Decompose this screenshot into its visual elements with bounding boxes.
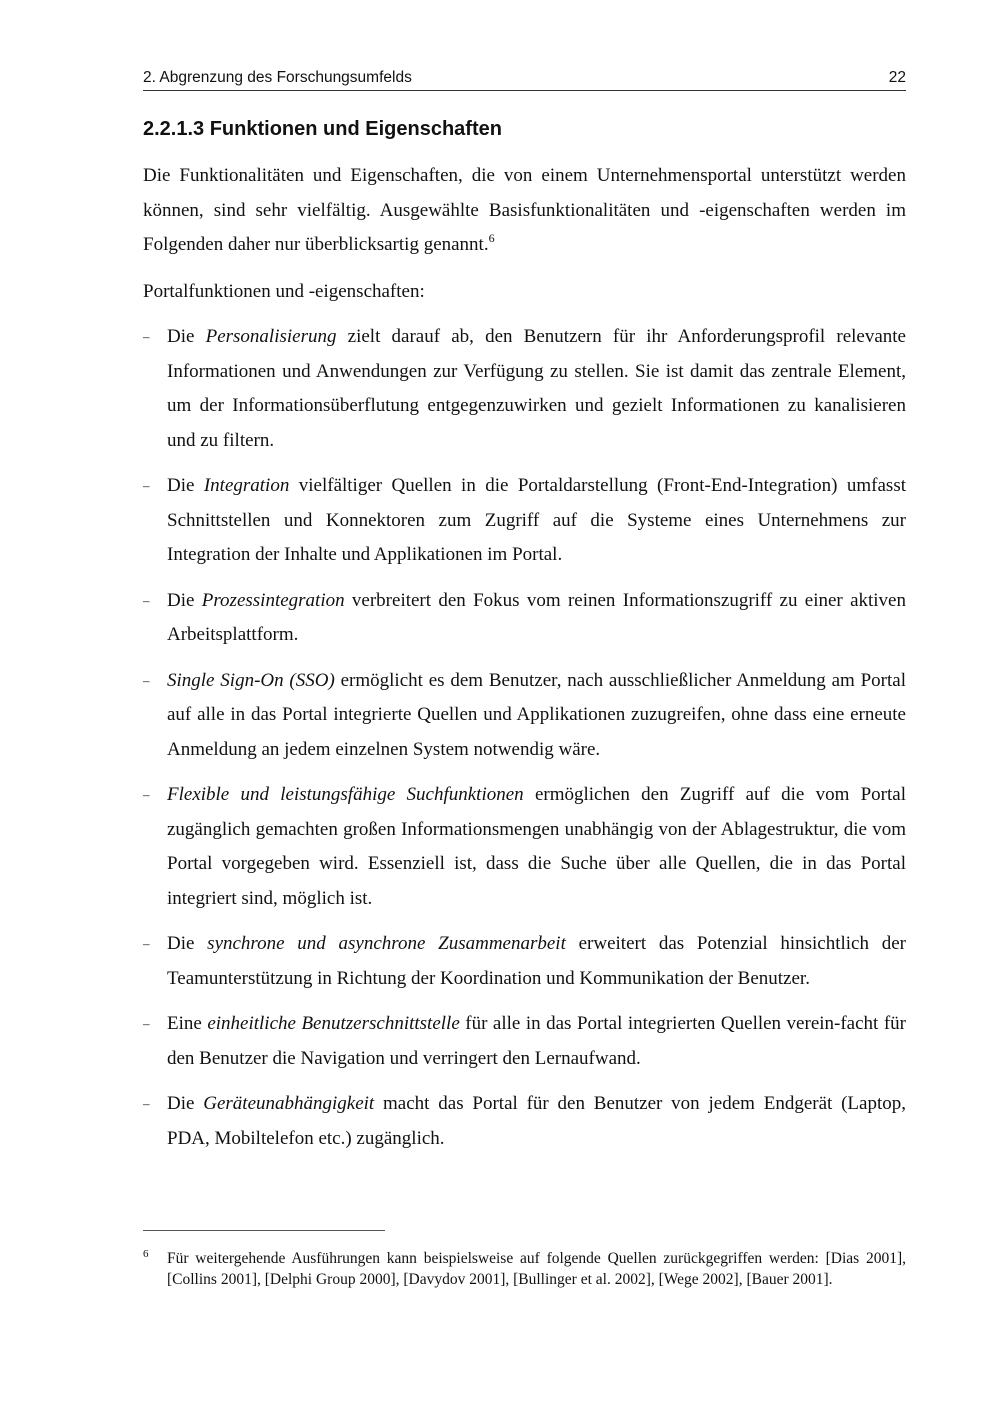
list-lead: Portalfunktionen und -eigenschaften:	[143, 281, 425, 302]
item-text-post: zielt darauf ab, den Benutzern für ihr Anforderungsprofil relevante Informationen und Anwendungen zur Verfügung zu stellen. Sie ist damit das zentrale Element, um der Informationsüberflutung entgegenzuwirken und gezielt Informationen zu kanalisieren und zu filtern.	[167, 326, 906, 451]
item-text-post: für alle in das Portal integrierten Quellen verein-facht für den Benutzer die Navigation und verringert den Lernaufwand.	[167, 1013, 906, 1069]
list-item	[143, 320, 906, 458]
feature-list	[143, 320, 906, 1167]
dash-bullet: –	[143, 592, 150, 608]
page-header	[143, 66, 906, 91]
dash-bullet: –	[143, 936, 150, 951]
item-text-pre: Die	[167, 475, 204, 496]
item-text-post: verbreitert den Fokus vom reinen Informationszugriff zu einer aktiven Arbeitsplattform.	[167, 589, 906, 645]
item-emphasis: Prozessintegration	[201, 589, 345, 611]
footnote-text: Für weitergehende Ausführungen kann beispielsweise auf folgende Quellen zurückgegriffen werden: [Dias 2001], [Collins 2001], [Delphi Group 2000], [Davydov 2001], [Bullinger et al. 2002], [Wege 2002], [Bauer 2001].	[167, 1250, 906, 1288]
item-text-post: ermöglichen den Zugriff auf die vom Portal zugänglich gemachten großen Informationsmengen unabhängig von der Ablagestruktur, die vom Portal vorgegeben wird. Essenziell ist, dass die Suche über alle Quellen, die in das Portal integriert sind, möglich ist.	[167, 784, 906, 909]
list-item	[143, 664, 906, 768]
item-emphasis: Flexible und leistungsfähige Suchfunktionen	[167, 784, 524, 805]
list-item	[143, 1087, 906, 1156]
item-text-post: erweitert das Potenzial hinsichtlich der Teamunterstützung in Richtung der Koordination und Kommunikation der Benutzer.	[167, 933, 906, 989]
page-number: 22	[888, 69, 906, 86]
dash-bullet: –	[143, 1096, 150, 1111]
item-emphasis: einheitliche Benutzerschnittstelle	[207, 1013, 460, 1034]
footnote-separator	[143, 1230, 385, 1231]
list-item	[143, 927, 906, 996]
dash-bullet: –	[143, 672, 150, 688]
dash-bullet: –	[143, 478, 150, 493]
item-emphasis: Integration	[203, 475, 290, 496]
item-emphasis: Geräteunabhängigkeit	[203, 1093, 375, 1114]
intro-paragraph	[143, 159, 906, 263]
footnote-number: 6	[143, 1248, 149, 1260]
dash-bullet: –	[143, 787, 150, 802]
item-text-pre: Die	[167, 589, 202, 611]
item-text-pre: Die	[167, 933, 208, 954]
item-text-pre: Eine	[167, 1013, 208, 1034]
item-text-post: macht das Portal für den Benutzer von jedem Endgerät (Laptop, PDA, Mobiltelefon etc.) zugänglich.	[167, 1093, 906, 1149]
footnote	[143, 1248, 906, 1290]
item-text-post: ermöglicht es dem Benutzer, nach ausschließlicher Anmeldung am Portal auf alle in das Portal integrierte Quellen und Applikationen zuzugreifen, ohne dass eine erneute Anmeldung an jedem einzelnen System notwendig wäre.	[167, 669, 906, 760]
chapter-title: 2. Abgrenzung des Forschungsumfelds	[143, 69, 412, 86]
item-text-pre: Die	[167, 326, 206, 347]
list-item	[143, 778, 906, 916]
item-text-post: vielfältiger Quellen in die Portaldarstellung (Front-End-Integration) umfasst Schnittstellen und Konnektoren zum Zugriff auf die Systeme eines Unternehmens zur Integration der Inhalte und Applikationen im Portal.	[167, 475, 907, 565]
item-text-pre: Die	[167, 1093, 204, 1114]
list-item	[143, 469, 906, 573]
dash-bullet: –	[143, 329, 150, 344]
item-emphasis: Single Sign-On (SSO)	[167, 669, 335, 691]
item-emphasis: Personalisierung	[205, 326, 337, 347]
list-item	[143, 1007, 906, 1076]
section-heading: 2.2.1.3 Funktionen und Eigenschaften	[143, 118, 502, 140]
dash-bullet: –	[143, 1016, 150, 1031]
intro-text: Die Funktionalitäten und Eigenschaften, die von einem Unternehmensportal unterstützt werden können, sind sehr vielfältig. Ausgewählte Basisfunktionalitäten und -eigenschaften werden im Folgenden daher nur überblicksartig genannt.	[143, 165, 906, 255]
item-emphasis: synchrone und asynchrone Zusammenarbeit	[207, 933, 566, 954]
list-item	[143, 584, 906, 653]
footnote-reference: 6	[488, 231, 495, 245]
